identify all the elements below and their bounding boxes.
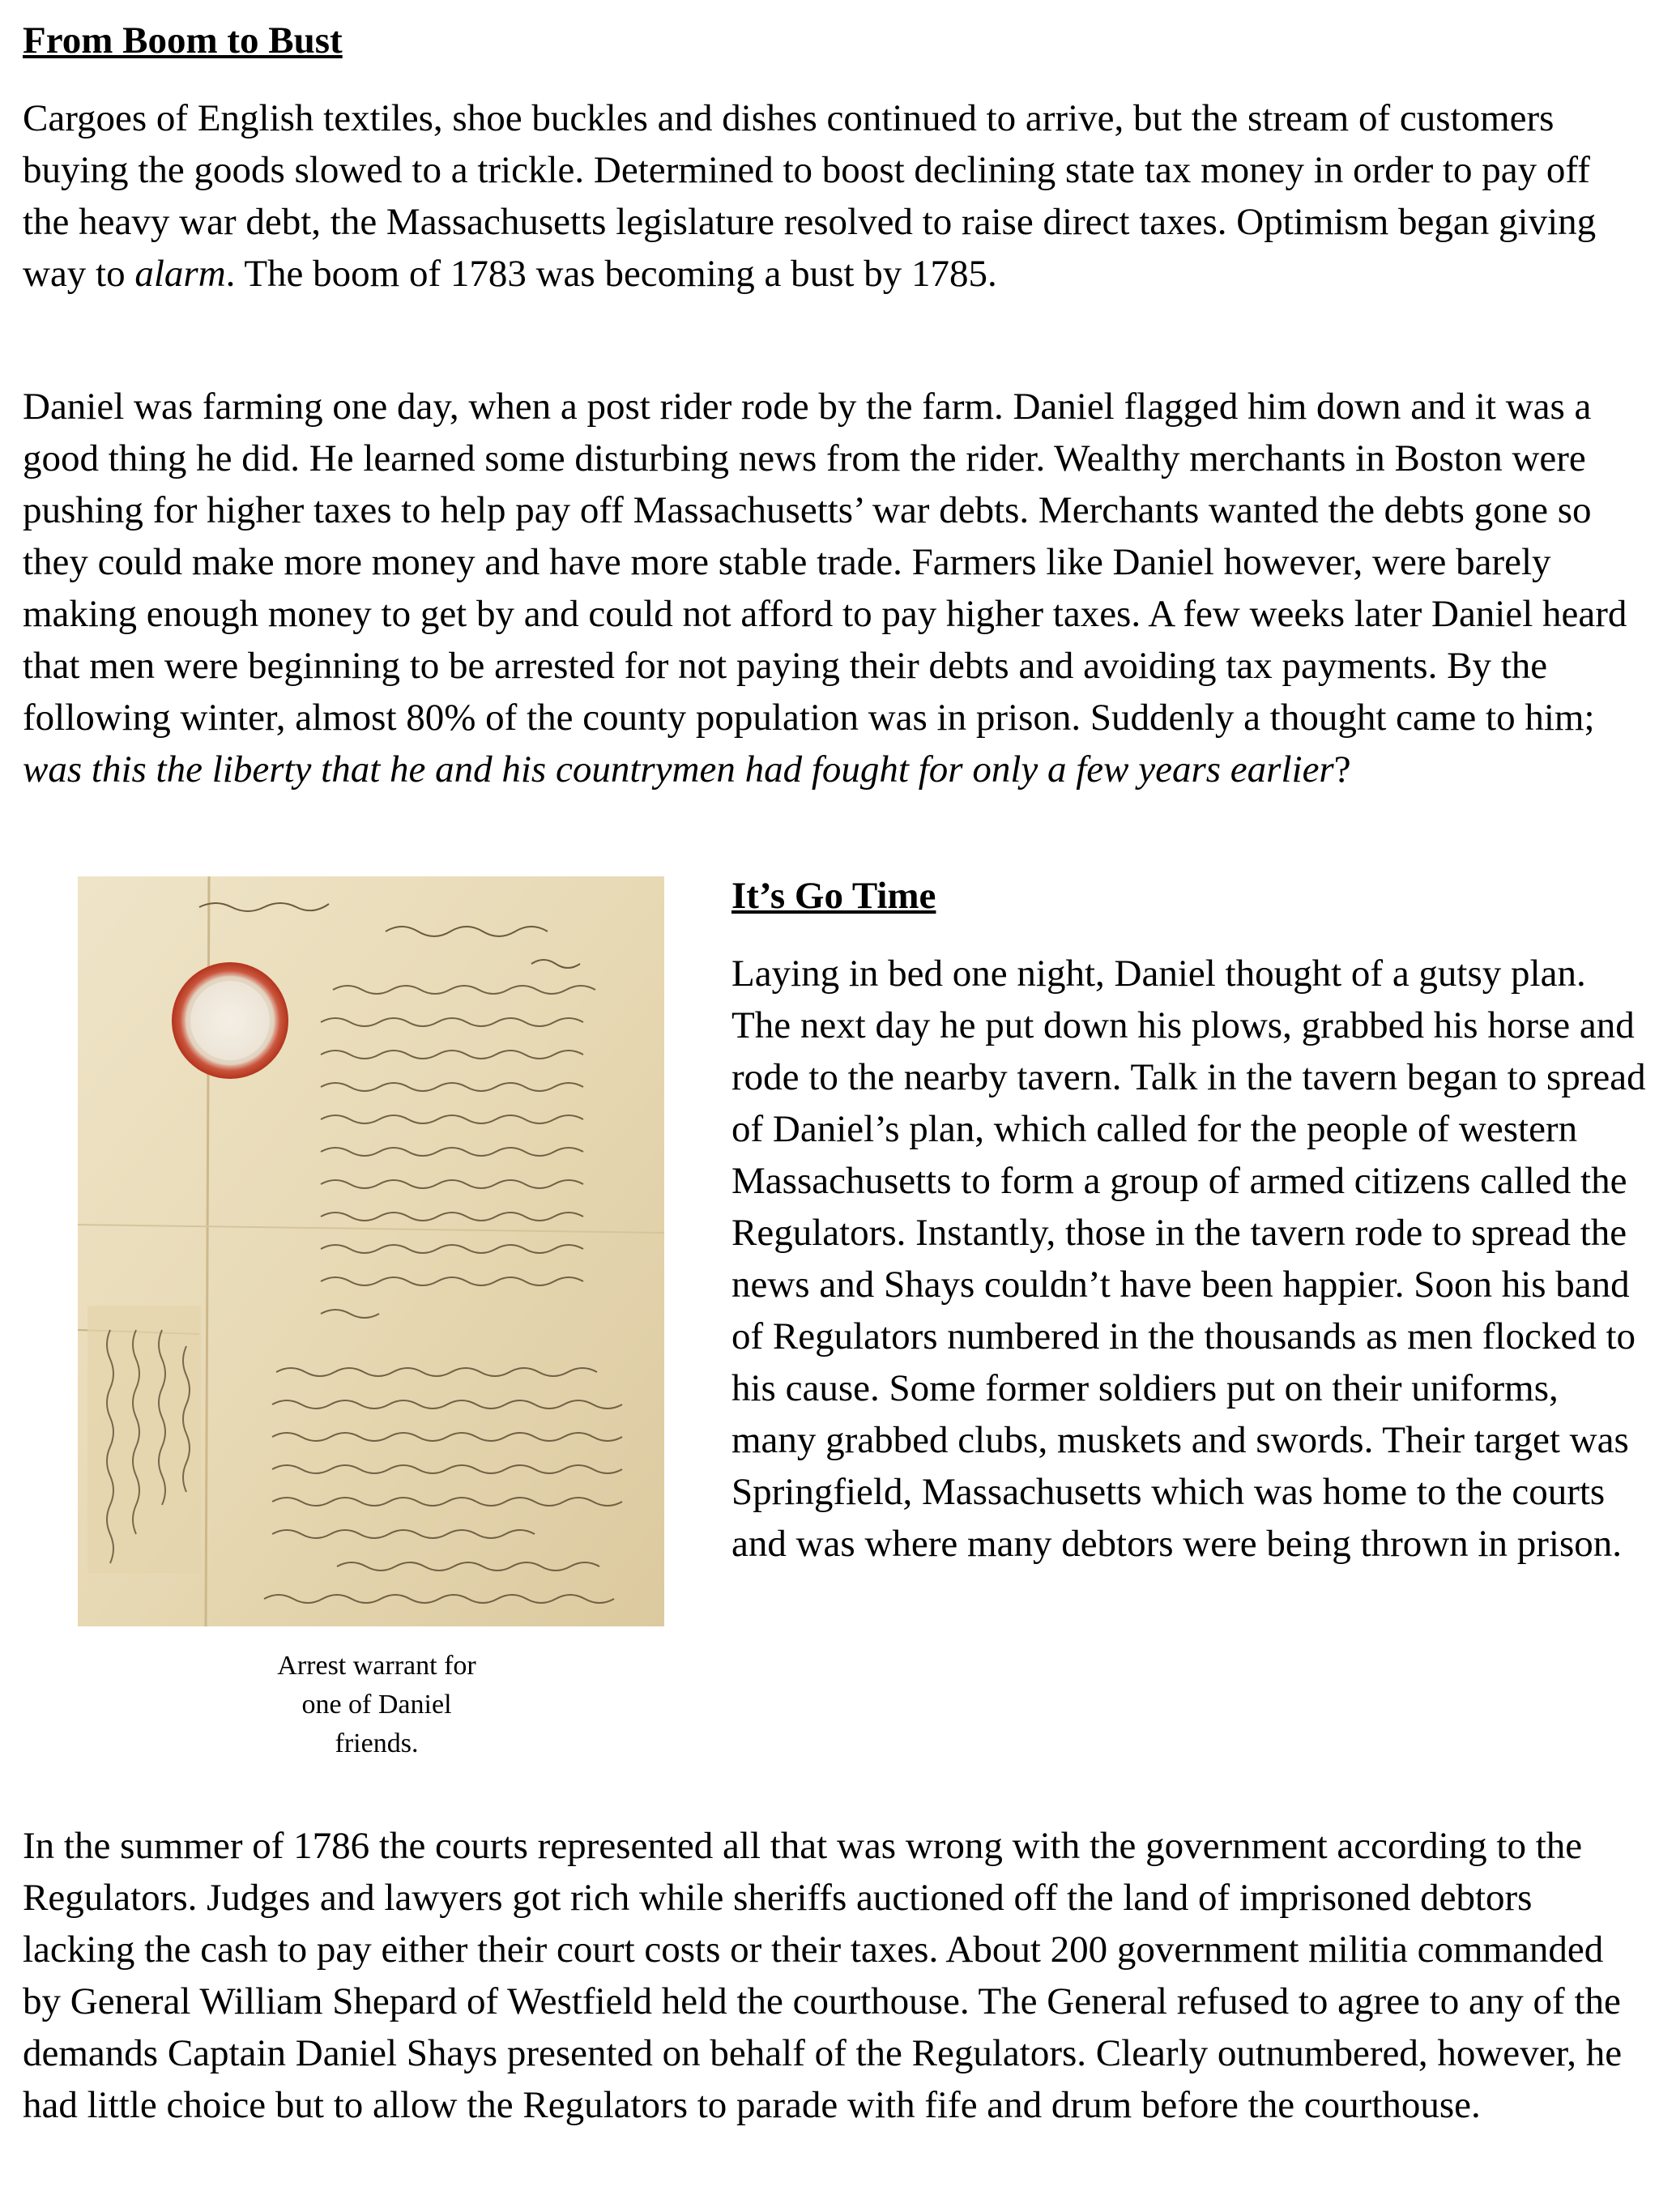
caption-line: friends. [335, 1728, 419, 1758]
arrest-warrant-image [78, 876, 664, 1626]
caption-line: Arrest warrant for [277, 1651, 476, 1681]
paragraph-text: Cargoes of English textiles, shoe buckles and dishes continued to arrive, but the stream of customers buying the goods slowed to a trickle. Determined to boost declining state tax money in order to pay off the heavy war debt, the Massachusetts legislature resolved to raise direct taxes. Optimism began giving way to [23, 97, 1597, 295]
emphasis-question: was this the liberty that he and his countrymen had fought for only a few years earlier [23, 748, 1334, 791]
section-heading-boom-to-bust: From Boom to Bust [23, 19, 343, 62]
paragraph-post-rider [23, 381, 1643, 795]
image-caption [203, 1647, 551, 1763]
paragraph-courts-1786: In the summer of 1786 the courts represented all that was wrong with the government according to the Regulators. Judges and lawyers got rich while sheriffs auctioned off the land of imprisoned debtors lacking the cash to pay either their court costs or their taxes. About 200 government militia commanded by General William Shepard of Westfield held the courthouse. The General refused to agree to any of the demands Captain Daniel Shays presented on behalf of the Regulators. Clearly outnumbered, however, he had little choice but to allow the Regulators to parade with fife and drum before the courthouse. [23, 1825, 1623, 2126]
paragraph-boom-to-bust [23, 92, 1643, 300]
emphasis-text: alarm [134, 253, 226, 295]
section-heading-go-time: It’s Go Time [731, 875, 936, 917]
caption-line: one of Daniel [301, 1690, 452, 1720]
paragraph-text: ? [1333, 748, 1351, 791]
paragraph-text: Daniel was farming one day, when a post rider rode by the farm. Daniel flagged him down and it was a good thing he did. He learned some disturbing news from the rider. Wealthy merchants in Boston were pushing for higher taxes to help pay off Massachusetts’ war debts. Merchants wanted the debts gone so they could make more money and have more stable trade. Farmers like Daniel however, were barely making enough money to get by and could not afford to pay higher taxes. A few weeks later Daniel heard that men were beginning to be arrested for not paying their debts and avoiding tax payments. By the following winter, almost 80% of the county population was in prison. Suddenly a thought came to him; [23, 386, 1627, 739]
paragraph-text: . The boom of 1783 was becoming a bust by 1785. [225, 253, 997, 295]
paragraph-go-time: Laying in bed one night, Daniel thought of a gutsy plan. The next day he put down his plows, grabbed his horse and rode to the nearby tavern. Talk in the tavern began to spread of Daniel’s plan, which called for the people of western Massachusetts to form a group of armed citizens called the Regulators. Instantly, those in the tavern rode to spread the news and Shays couldn’t have been happier. Soon his band of Regulators numbered in the thousands as men flocked to his cause. Some former soldiers put on their uniforms, many grabbed clubs, muskets and swords. Their target was Springfield, Massachusetts which was home to the courts and was where many debtors were being thrown in prison. [731, 953, 1646, 1565]
